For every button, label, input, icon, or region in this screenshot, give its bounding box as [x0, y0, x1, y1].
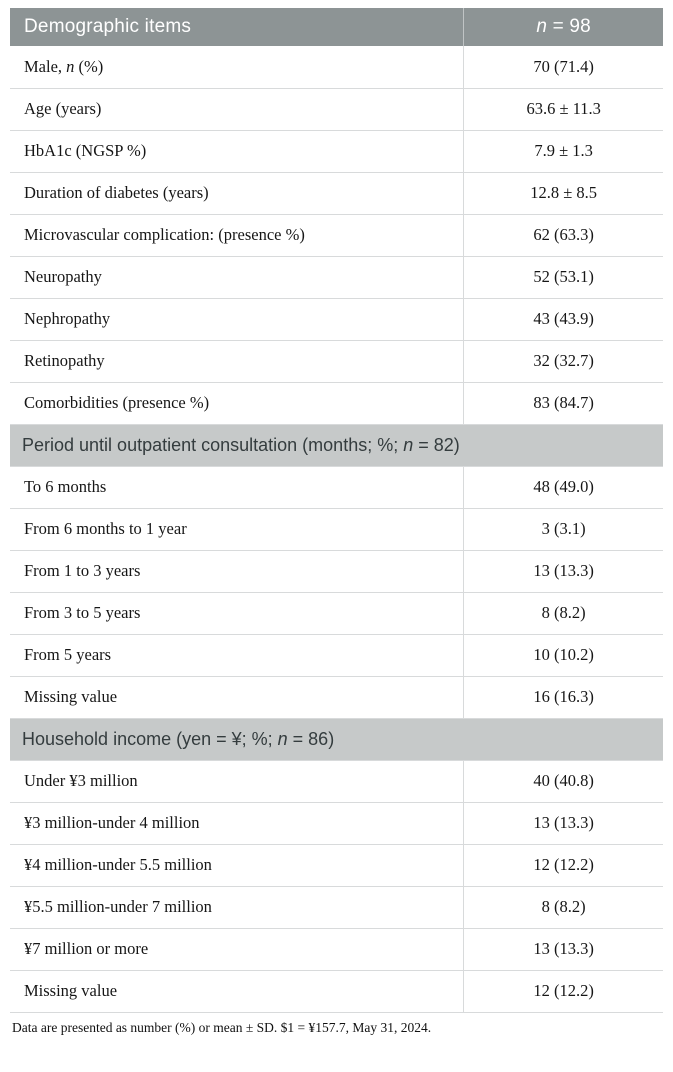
table-row: [10, 340, 663, 382]
demographics-table: [10, 8, 663, 1013]
item-cell: To 6 months: [10, 466, 464, 508]
table-row: [10, 928, 663, 970]
value-cell: 48 (49.0): [464, 466, 663, 508]
item-cell: Male, n (%): [10, 46, 464, 88]
value-cell: 12.8 ± 8.5: [464, 172, 663, 214]
value-cell: 63.6 ± 11.3: [464, 88, 663, 130]
table-row: [10, 592, 663, 634]
item-cell: ¥7 million or more: [10, 928, 464, 970]
section-header-row: [10, 424, 663, 466]
header-row: [10, 8, 663, 46]
table-row: [10, 802, 663, 844]
table-row: [10, 382, 663, 424]
item-cell: From 6 months to 1 year: [10, 508, 464, 550]
table-row: [10, 214, 663, 256]
item-cell: Missing value: [10, 676, 464, 718]
table-row: [10, 676, 663, 718]
table-row: [10, 886, 663, 928]
item-cell: Nephropathy: [10, 298, 464, 340]
item-cell: Retinopathy: [10, 340, 464, 382]
item-cell: From 1 to 3 years: [10, 550, 464, 592]
value-cell: 32 (32.7): [464, 340, 663, 382]
item-cell: From 5 years: [10, 634, 464, 676]
value-cell: 70 (71.4): [464, 46, 663, 88]
value-cell: 13 (13.3): [464, 928, 663, 970]
item-cell: Missing value: [10, 970, 464, 1012]
table-body: [10, 46, 663, 1012]
value-cell: 7.9 ± 1.3: [464, 130, 663, 172]
value-cell: 8 (8.2): [464, 886, 663, 928]
item-cell: Microvascular complication: (presence %): [10, 214, 464, 256]
table-row: [10, 298, 663, 340]
item-cell: Comorbidities (presence %): [10, 382, 464, 424]
value-cell: 10 (10.2): [464, 634, 663, 676]
value-cell: 8 (8.2): [464, 592, 663, 634]
header-items-cell: Demographic items: [10, 8, 464, 46]
value-cell: 13 (13.3): [464, 550, 663, 592]
value-cell: 83 (84.7): [464, 382, 663, 424]
value-cell: 40 (40.8): [464, 760, 663, 802]
table-row: [10, 970, 663, 1012]
table-row: [10, 130, 663, 172]
item-cell: HbA1c (NGSP %): [10, 130, 464, 172]
value-cell: 13 (13.3): [464, 802, 663, 844]
item-cell: Age (years): [10, 88, 464, 130]
section-title: Period until outpatient consultation (months; %; n = 82): [10, 424, 663, 466]
table-row: [10, 256, 663, 298]
item-cell: Under ¥3 million: [10, 760, 464, 802]
item-cell: Neuropathy: [10, 256, 464, 298]
item-cell: ¥4 million-under 5.5 million: [10, 844, 464, 886]
table-row: [10, 466, 663, 508]
header-n-cell: n = 98: [464, 8, 663, 46]
table-row: [10, 760, 663, 802]
table-row: [10, 550, 663, 592]
table-row: [10, 844, 663, 886]
value-cell: 52 (53.1): [464, 256, 663, 298]
value-cell: 62 (63.3): [464, 214, 663, 256]
value-cell: 3 (3.1): [464, 508, 663, 550]
value-cell: 12 (12.2): [464, 970, 663, 1012]
table-row: [10, 172, 663, 214]
section-header-row: [10, 718, 663, 760]
table-row: [10, 634, 663, 676]
footnote: Data are presented as number (%) or mean ± SD. $1 = ¥157.7, May 31, 2024.: [12, 1019, 432, 1035]
section-title: Household income (yen = ¥; %; n = 86): [10, 718, 663, 760]
item-cell: From 3 to 5 years: [10, 592, 464, 634]
value-cell: 16 (16.3): [464, 676, 663, 718]
value-cell: 12 (12.2): [464, 844, 663, 886]
item-cell: Duration of diabetes (years): [10, 172, 464, 214]
table-row: [10, 508, 663, 550]
value-cell: 43 (43.9): [464, 298, 663, 340]
item-cell: ¥3 million-under 4 million: [10, 802, 464, 844]
item-cell: ¥5.5 million-under 7 million: [10, 886, 464, 928]
table-row: [10, 88, 663, 130]
table-row: [10, 46, 663, 88]
